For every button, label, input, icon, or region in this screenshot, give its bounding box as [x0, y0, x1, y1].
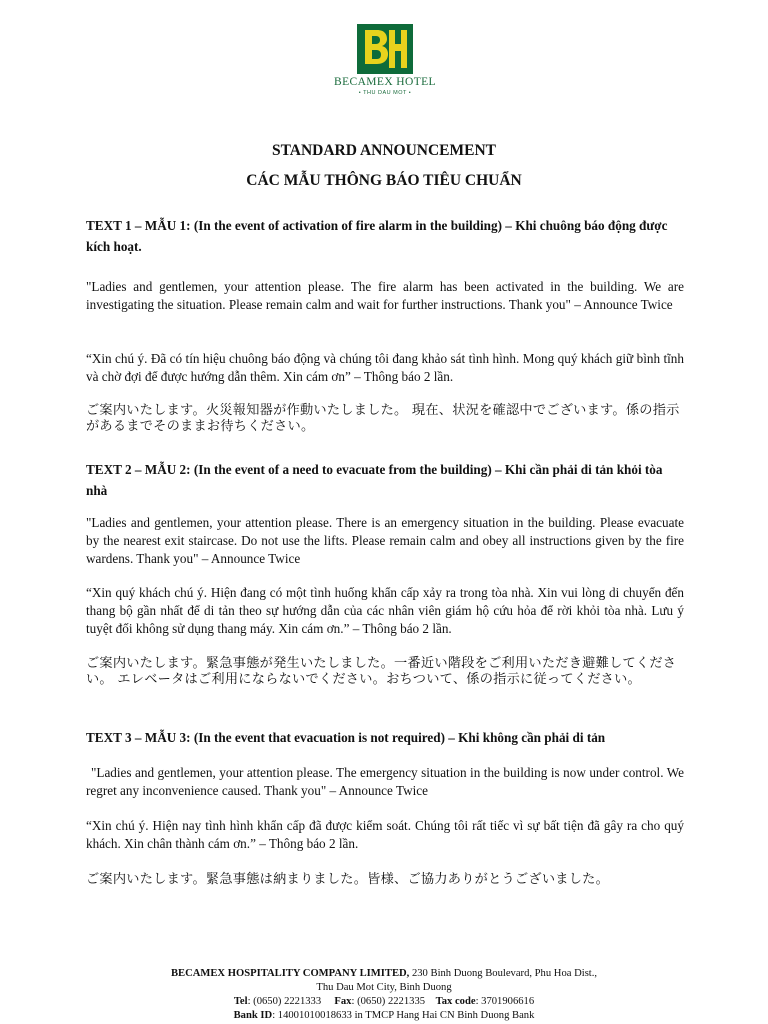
- footer-bank-value: : 14001010018633 in TMCP Hang Hai CN Binh Duong Bank: [272, 1010, 535, 1021]
- section-1-heading: TEXT 1 – MẪU 1: (In the event of activation of fire alarm in the building) – Khi chuông báo động được kích hoạt.: [86, 218, 668, 254]
- bh-logo-icon: [357, 24, 413, 74]
- footer-line-1: [120, 967, 648, 981]
- company-footer: [120, 967, 648, 1023]
- title-vietnamese: CÁC MẪU THÔNG BÁO TIÊU CHUẨN: [246, 172, 522, 189]
- section-2-heading: TEXT 2 – MẪU 2: (In the event of a need to evacuate from the building) – Khi cần phải di tản khỏi tòa nhà: [86, 462, 663, 498]
- section-1-vietnamese: “Xin chú ý. Đã có tín hiệu chuông báo động và chúng tôi đang khảo sát tình hình. Mong quý khách giữ bình tĩnh và chờ đợi để được hướng dẫn thêm. Xin cám ơn” – Thông báo 2 lần.: [86, 351, 684, 384]
- footer-company-name: BECAMEX HOSPITALITY COMPANY LIMITED,: [170, 968, 410, 979]
- section-2-japanese: ご案内いたします。緊急事態が発生いたしました。一番近い階段をご利用いただき避難してください。 エレベータはご利用にならないでください。おちついて、係の指示に従ってください。: [86, 656, 677, 687]
- footer-contact-line: [120, 995, 648, 1009]
- footer-fax-label: Fax: [334, 996, 352, 1007]
- section-1-english: "Ladies and gentlemen, your attention please. The fire alarm has been activated in the building. We are investigating the situation. Please remain calm and wait for further instructions. Thank you" – Announce Twice: [86, 279, 684, 312]
- section-2-english: "Ladies and gentlemen, your attention please. There is an emergency situation in the building. Please evacuate by the nearest exit staircase. Do not use the lifts. Please remain calm and obey all instructions given by the fire wardens. Thank you" – Announce Twice: [86, 515, 684, 566]
- footer-address-1: 230 Binh Duong Boulevard, Phu Hoa Dist.,: [409, 968, 598, 979]
- footer-fax-value: : (0650) 2221335: [351, 996, 426, 1007]
- section-3-japanese: ご案内いたします。緊急事態は納まりました。皆様、ご協力ありがとうございました。: [86, 872, 610, 887]
- footer-tax-value: : 3701906616: [475, 996, 535, 1007]
- footer-tax-label: Tax code: [435, 996, 476, 1007]
- footer-bank-label: Bank ID: [233, 1010, 273, 1021]
- footer-address-2: Thu Dau Mot City, Binh Duong: [316, 982, 452, 993]
- section-3-vietnamese: “Xin chú ý. Hiện nay tình hình khẩn cấp đã được kiểm soát. Chúng tôi rất tiếc vì sự bất tiện đã gây ra cho quý khách. Xin chân thành cám ơn.” – Thông báo 2 lần.: [86, 818, 684, 851]
- title-english: STANDARD ANNOUNCEMENT: [271, 142, 497, 159]
- logo-brand-name: BECAMEX HOTEL: [334, 76, 436, 88]
- logo-tagline: • THU DAU MOT •: [358, 89, 412, 96]
- section-2-vietnamese: “Xin quý khách chú ý. Hiện đang có một tình huống khẩn cấp xảy ra trong tòa nhà. Xin vui lòng di chuyển đến thang bộ gần nhất để di tản theo sự hướng dẫn của các nhân viên giám hộ cứu hỏa để rời khỏi tòa nhà. Lưu ý tuyệt đối không sử dụng thang máy. Xin cám ơn.” – Thông báo 2 lần.: [86, 585, 684, 636]
- hotel-logo: [330, 24, 440, 96]
- section-3-heading: TEXT 3 – MẪU 3: (In the event that evacuation is not required) – Khi không cần phải di tản: [86, 730, 606, 745]
- section-3-english: "Ladies and gentlemen, your attention please. The emergency situation in the building is now under control. We regret any inconvenience caused. Thank you" – Announce Twice: [86, 765, 684, 798]
- section-1-japanese: ご案内いたします。火災報知器が作動いたしました。 現在、状況を確認中でございます。係の指示があるまでそのままお待ちください。: [86, 403, 680, 434]
- footer-bank-line: [120, 1009, 648, 1023]
- footer-tel-value: : (0650) 2221333: [247, 996, 322, 1007]
- footer-tel-label: Tel: [233, 996, 248, 1007]
